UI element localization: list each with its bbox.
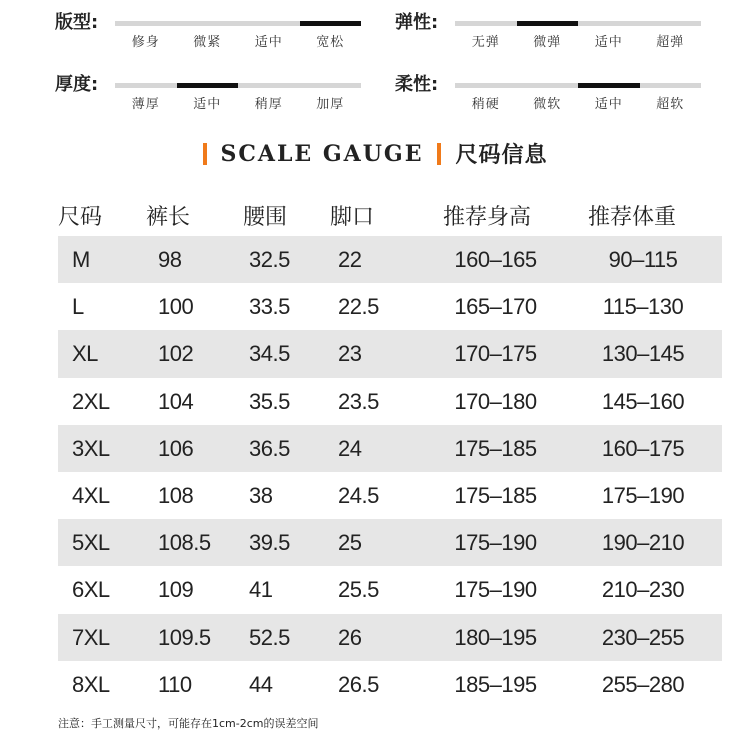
hem-cell: 23.5 [338,388,379,414]
table-body [58,236,722,708]
scale-segment [517,83,579,88]
attribute-option: 稍厚 [254,97,283,112]
table-row [58,661,722,708]
section-title-english: SCALE GAUGE [220,140,424,167]
accent-bar [437,143,441,165]
weight-cell: 90–115 [608,247,678,272]
waist-cell: 34.5 [249,341,290,367]
attribute-softness [395,70,695,115]
attribute-option: 微紧 [193,35,222,50]
attribute-option: 超软 [656,97,685,112]
table-row [58,236,722,283]
size-cell: 2XL [72,388,110,414]
scale-segment [517,21,579,26]
scale-segment [115,21,177,26]
table-row [58,283,722,330]
attribute-option: 稍硬 [471,97,500,112]
column-header-waist: 腰围 [243,205,288,230]
length-cell: 108.5 [158,530,211,556]
table-row [58,614,722,661]
scale-segment [578,21,640,26]
waist-cell: 41 [249,577,273,603]
hem-cell: 22.5 [338,294,379,320]
attribute-label: 厚度: [55,74,99,95]
length-cell: 106 [158,435,194,461]
scale-segment [300,21,362,26]
attribute-scale-bar [455,83,701,88]
hem-cell: 24 [338,435,362,461]
height-cell: 175–185 [454,482,537,508]
scale-segment [238,21,300,26]
height-cell: 170–175 [454,341,537,367]
table-row [58,519,722,566]
attribute-option: 宽松 [316,35,345,50]
table-row [58,378,722,425]
size-cell: XL [72,341,98,367]
column-header-height: 推荐身高 [443,205,532,230]
table-row [58,566,722,613]
length-cell: 104 [158,388,194,414]
weight-cell: 115–130 [602,294,684,320]
attribute-option: 适中 [254,35,283,50]
hem-cell: 23 [338,341,362,367]
scale-segment [300,83,362,88]
size-cell: L [72,294,84,320]
attribute-option: 薄厚 [131,97,160,112]
measurement-note: 注意：手工测量尺寸，可能存在1cm-2cm的误差空间 [58,717,319,730]
height-cell: 175–190 [454,577,537,603]
size-cell: 4XL [72,482,110,508]
scale-segment [578,83,640,88]
scale-segment [640,21,702,26]
waist-cell: 39.5 [249,530,290,556]
table-row [58,425,722,472]
attribute-elasticity [395,8,695,53]
length-cell: 110 [158,671,192,697]
column-header-weight: 推荐体重 [588,205,677,230]
table-row [58,472,722,519]
weight-cell: 145–160 [601,388,685,414]
column-header-hem: 脚口 [330,205,375,230]
height-cell: 170–180 [454,388,537,414]
weight-cell: 230–255 [601,624,685,650]
hem-cell: 26.5 [338,671,379,697]
attribute-label: 柔性: [395,74,439,95]
table-row [58,330,722,377]
scale-segment [455,83,517,88]
weight-cell: 130–145 [601,341,685,367]
weight-cell: 255–280 [601,671,685,697]
attribute-option: 超弹 [656,35,685,50]
attribute-thickness [55,70,355,115]
length-cell: 102 [158,341,194,367]
section-title-chinese: 尺码信息 [455,143,548,168]
attribute-label: 弹性: [395,12,439,33]
section-title [0,138,750,169]
attribute-option: 适中 [193,97,222,112]
length-cell: 100 [158,294,194,320]
weight-cell: 190–210 [601,530,685,556]
attribute-option: 加厚 [316,97,345,112]
scale-segment [455,21,517,26]
height-cell: 160–165 [454,247,537,272]
height-cell: 180–195 [454,624,537,650]
scale-segment [115,83,177,88]
height-cell: 175–185 [454,435,537,461]
table-header [58,196,722,236]
waist-cell: 38 [249,482,273,508]
size-cell: 7XL [72,624,110,650]
size-cell: 5XL [72,530,110,556]
attribute-fit [55,8,355,53]
length-cell: 109.5 [158,624,211,650]
attribute-option: 微软 [533,97,562,112]
size-cell: 3XL [72,435,110,461]
attribute-scale-bar [115,21,361,26]
weight-cell: 210–230 [601,577,685,603]
hem-cell: 26 [338,624,362,650]
attribute-scale-bar [455,21,701,26]
size-cell: 8XL [72,671,110,697]
attribute-option: 修身 [131,35,160,50]
length-cell: 108 [158,482,194,508]
hem-cell: 25.5 [338,577,379,603]
weight-cell: 160–175 [601,435,685,461]
height-cell: 175–190 [454,530,537,556]
size-cell: M [72,247,90,272]
attribute-option: 适中 [594,35,623,50]
size-cell: 6XL [72,577,110,603]
waist-cell: 33.5 [249,294,290,320]
size-table [58,196,722,708]
attribute-scale-bar [115,83,361,88]
height-cell: 185–195 [454,671,537,697]
length-cell: 98 [158,247,182,272]
waist-cell: 36.5 [249,435,290,461]
hem-cell: 25 [338,530,362,556]
scale-segment [238,83,300,88]
attribute-option: 适中 [594,97,623,112]
attribute-label: 版型: [55,12,99,33]
scale-segment [640,83,702,88]
waist-cell: 44 [249,671,273,697]
hem-cell: 24.5 [338,482,379,508]
weight-cell: 175–190 [601,482,685,508]
column-header-size: 尺码 [58,205,103,230]
waist-cell: 32.5 [249,247,290,272]
attribute-option: 微弹 [533,35,562,50]
waist-cell: 35.5 [249,388,290,414]
waist-cell: 52.5 [249,624,290,650]
scale-segment [177,83,239,88]
column-header-length: 裤长 [146,205,191,230]
height-cell: 165–170 [454,294,537,320]
scale-segment [177,21,239,26]
accent-bar [203,143,207,165]
attribute-option: 无弹 [471,35,500,50]
length-cell: 109 [158,577,194,603]
hem-cell: 22 [338,247,362,272]
